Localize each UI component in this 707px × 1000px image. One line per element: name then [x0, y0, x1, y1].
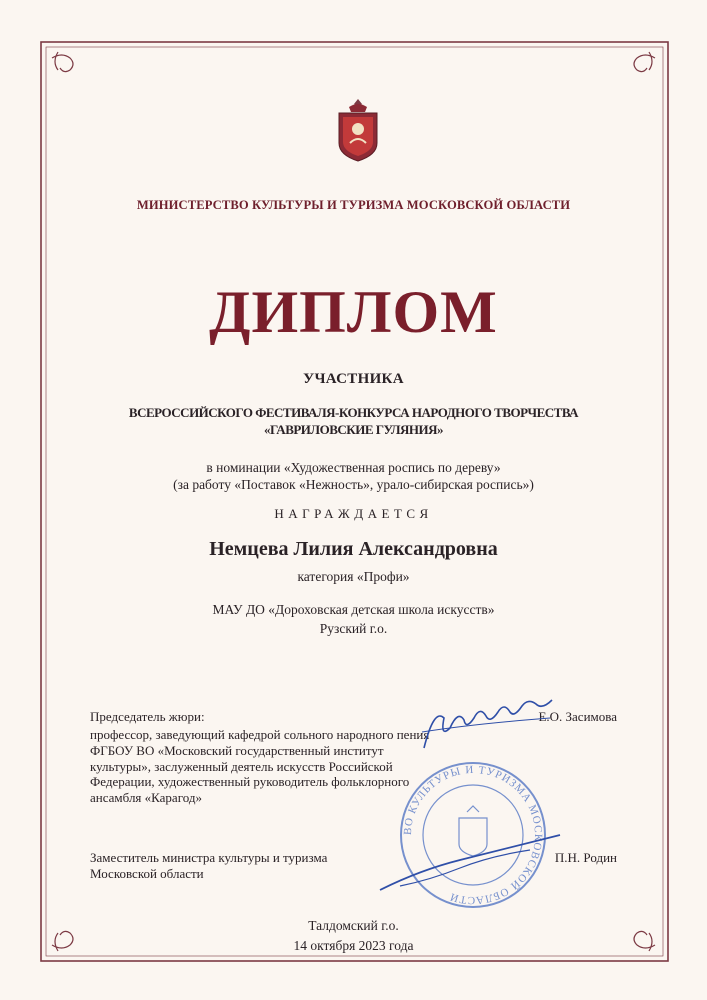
school-line-1: МАУ ДО «Дороховская детская школа искусств»	[212, 602, 495, 617]
participant-label: УЧАСТНИКА	[303, 371, 404, 387]
deputy-minister-title	[90, 850, 390, 882]
deputy-title-line-1: Заместитель министра культуры и туризма	[90, 850, 328, 865]
jury-chair-name: Е.О. Засимова	[538, 709, 617, 724]
jury-chair-title: Председатель жюри:	[90, 709, 205, 724]
jury-signature-icon	[418, 696, 558, 756]
school	[60, 600, 647, 638]
nomination	[60, 459, 647, 493]
category: категория «Профи»	[297, 569, 410, 584]
deputy-minister-name: П.Н. Родин	[554, 850, 617, 865]
deputy-signature-icon	[370, 830, 570, 900]
deputy-title-line-2: Московской области	[90, 866, 204, 881]
recipient-name: Немцева Лилия Александровна	[209, 538, 498, 560]
place: Талдомский г.о.	[308, 918, 399, 933]
date: 14 октября 2023 года	[293, 938, 414, 953]
festival-name	[60, 404, 647, 438]
awarded-label: НАГРАЖДАЕТСЯ	[274, 506, 433, 521]
place-and-date	[60, 916, 647, 956]
ministry-name: МИНИСТЕРСТВО КУЛЬТУРЫ И ТУРИЗМА МОСКОВСКОЙ ОБЛАСТИ	[136, 198, 571, 212]
coat-of-arms-icon	[333, 97, 383, 163]
nomination-line-1: в номинации «Художественная роспись по дереву»	[206, 460, 501, 475]
festival-line-2: «ГАВРИЛОВСКИЕ ГУЛЯНИЯ»	[263, 422, 444, 437]
diploma-title: ДИПЛОМ	[209, 279, 498, 345]
festival-line-1: ВСЕРОССИЙСКОГО ФЕСТИВАЛЯ-КОНКУРСА НАРОДНОГО ТВОРЧЕСТВА	[128, 405, 579, 420]
nomination-line-2: (за работу «Поставок «Нежность», урало-сибирская роспись»)	[173, 477, 534, 492]
stamp-text: ВО КУЛЬТУРЫ И ТУРИЗМА МОСКОВСКОЙ ОБЛАСТИ	[401, 763, 545, 907]
school-line-2: Рузский г.о.	[319, 621, 388, 636]
jury-chair-description: профессор, заведующий кафедрой сольного народного пения ФГБОУ ВО «Московский государственный институт культуры», заслуженный деятель искусств Российской Федерации, художественный руководитель фольклорного ансамбля «Карагод»	[90, 727, 430, 806]
